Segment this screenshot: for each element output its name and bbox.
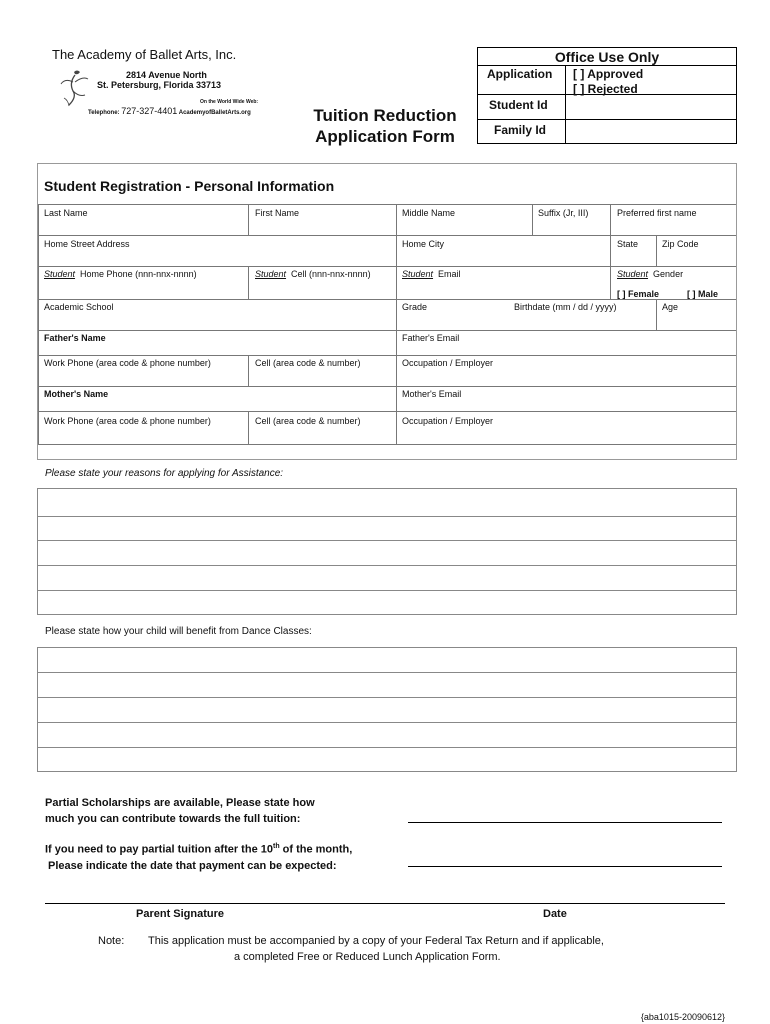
section-title: Student Registration - Personal Information — [44, 178, 335, 194]
father-occupation-label: Occupation / Employer — [402, 358, 494, 368]
suffix-label: Suffix (Jr, III) — [538, 208, 589, 218]
benefit-textarea[interactable] — [37, 647, 737, 772]
mothers-email-label: Mother's Email — [402, 389, 462, 399]
scholarship-text — [45, 795, 315, 827]
mother-occupation-label: Occupation / Employer — [402, 416, 494, 426]
father-work-phone-label: Work Phone (area code & phone number) — [44, 358, 211, 368]
partial-line1: If you need to pay partial tuition after the 10th of the month, — [45, 843, 353, 856]
office-use-title: Office Use Only — [554, 49, 660, 65]
reasons-textarea[interactable] — [37, 488, 737, 615]
family-id-label: Family Id — [494, 123, 547, 137]
state-label: State — [617, 239, 639, 249]
note-label: Note: — [98, 935, 125, 947]
form-bottom-divider — [38, 444, 736, 445]
mother-cell-label: Cell (area code & number) — [255, 416, 361, 426]
student-cell-label: Student Cell (nnn-nnx-nnnn) — [255, 269, 371, 279]
parent-signature-label: Parent Signature — [136, 908, 225, 920]
address-line1: 2814 Avenue North — [126, 70, 207, 80]
grade-label: Grade — [402, 302, 428, 312]
school-name: The Academy of Ballet Arts, Inc. — [52, 47, 237, 62]
scholarship-line2: much you can contribute towards the full tuition: — [45, 813, 301, 825]
website: AcademyofBalletArts.org — [178, 110, 251, 116]
web-note: On the World Wide Web: — [200, 99, 259, 105]
partial-payment-text — [45, 839, 352, 874]
middle-name-label: Middle Name — [402, 208, 456, 218]
form-title — [300, 105, 470, 147]
fathers-email-label: Father's Email — [402, 333, 460, 343]
last-name-label: Last Name — [44, 208, 88, 218]
zip-code-label: Zip Code — [662, 239, 699, 249]
student-email-label: Student Email — [402, 269, 461, 279]
female-checkbox[interactable]: [ ] Female — [617, 289, 660, 299]
age-label: Age — [662, 302, 679, 312]
approved-checkbox[interactable]: [ ] Approved — [573, 67, 644, 81]
application-label: Application — [487, 67, 553, 81]
student-gender-label: Student Gender — [617, 269, 684, 279]
payment-date-field[interactable] — [408, 866, 722, 867]
birthdate-label: Birthdate (mm / dd / yyyy) — [514, 302, 617, 312]
fathers-name-label: Father's Name — [44, 333, 106, 343]
address-line2: St. Petersburg, Florida 33713 — [97, 80, 222, 90]
form-title-line2: Application Form — [315, 127, 455, 146]
signature-line[interactable] — [45, 903, 725, 904]
dancer-logo-icon — [60, 68, 90, 112]
contribution-amount-field[interactable] — [408, 822, 722, 823]
telephone-line — [88, 106, 251, 116]
form-reference: {aba1015-20090612} — [640, 1012, 725, 1022]
telephone-label: Telephone: — [88, 110, 120, 116]
note-line2: a completed Free or Reduced Lunch Application Form. — [234, 951, 501, 963]
office-use-box — [477, 47, 737, 144]
form-title-line1: Tuition Reduction — [313, 106, 457, 125]
mother-work-phone-label: Work Phone (area code & phone number) — [44, 416, 211, 426]
student-id-label: Student Id — [489, 98, 548, 112]
partial-line2: Please indicate the date that payment can be expected: — [48, 859, 337, 872]
rejected-checkbox[interactable]: [ ] Rejected — [573, 82, 638, 96]
mothers-name-label: Mother's Name — [44, 389, 109, 399]
student-home-phone-label: Student Home Phone (nnn-nnx-nnnn) — [44, 269, 197, 279]
date-label: Date — [543, 908, 567, 920]
reasons-prompt: Please state your reasons for applying for Assistance: — [45, 468, 284, 479]
scholarship-line1: Partial Scholarships are available, Please state how — [45, 797, 315, 809]
note-line1: This application must be accompanied by a copy of your Federal Tax Return and if applicable, — [148, 935, 604, 947]
first-name-label: First Name — [255, 208, 300, 218]
home-street-address-label: Home Street Address — [44, 239, 130, 249]
academic-school-label: Academic School — [44, 302, 114, 312]
preferred-first-name-label: Preferred first name — [617, 208, 697, 218]
home-city-label: Home City — [402, 239, 445, 249]
telephone-number: 727-327-4401 — [121, 106, 178, 116]
father-cell-label: Cell (area code & number) — [255, 358, 361, 368]
benefit-prompt: Please state how your child will benefit from Dance Classes: — [45, 626, 312, 637]
male-checkbox[interactable]: [ ] Male — [687, 289, 719, 299]
